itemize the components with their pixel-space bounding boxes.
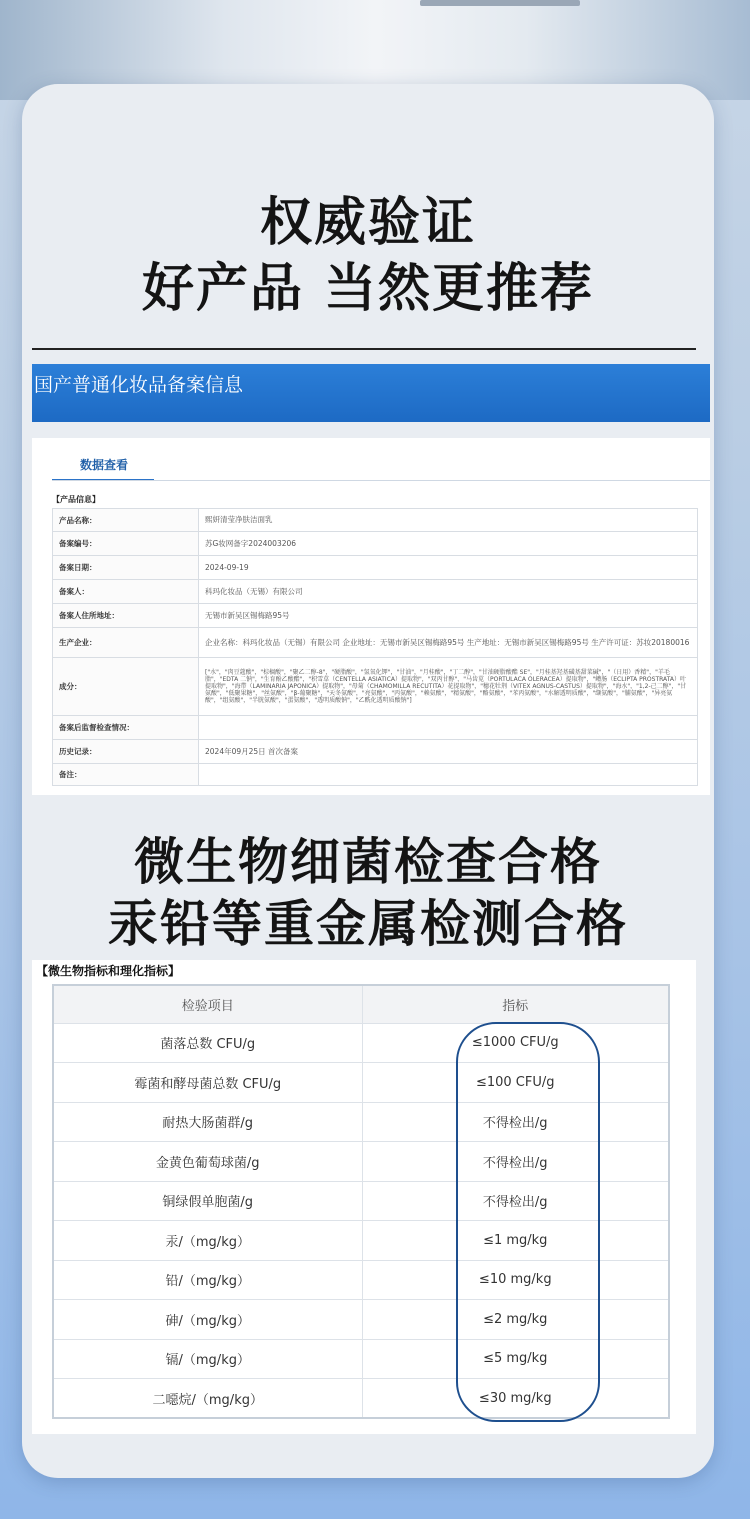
registration-banner: 国产普通化妆品备案信息 xyxy=(32,364,710,422)
row-label: 备注： xyxy=(53,764,199,786)
test-item: 汞/（mg/kg） xyxy=(53,1221,362,1261)
row-label: 备案人住所地址： xyxy=(53,604,199,628)
row-value: 2024-09-19 xyxy=(199,556,698,580)
table-row xyxy=(53,740,698,764)
table-row xyxy=(53,1063,669,1103)
row-value: 无锡市新吴区锡梅路95号 xyxy=(199,604,698,628)
headline-microbe: 微生物细菌检查合格 xyxy=(134,833,602,891)
row-value: ["水"，"肉豆蔻酸"，"棕榈酸"，"聚乙二醇-8"，"硬脂酸"，"氢氧化钾"，"甘油"，"月桂酸"，"丁二醇"，"甘油硬脂酸酯 SE"，"月桂基羟基磺基甜菜碱"，"（日用）香精"，"羊毛脂"，"EDTA 二钠"，"生育酚乙酸酯"，"积雪草（CENTELLA ASIATICA）提取物"，"双丙甘醇"，"马齿苋（PORTULACA OLERACEA）提取物"，"鳢肠（ECLIPTA PROSTRATA）叶提取物"，"海带（LAMINARIA JAPONICA）提取物"，"母菊（CHAMOMILLA RECUTITA）花提取物"，"穗花牡荆（VITEX AGNUS-CASTUS）提取物"，"海水"，"1,2-己二醇"，"甘氨酸"，"低聚果糖"，"丝氨酸"，"β-葡聚糖"，"天冬氨酸"，"亮氨酸"，"丙氨酸"，"赖氨酸"，"精氨酸"，"酪氨酸"，"苯丙氨酸"，"水解透明质酸"，"缬氨酸"，"脯氨酸"，"异亮氨酸"，"组氨酸"，"半胱氨酸"，"蛋氨酸"，"透明质酸钠"，"乙酰化透明质酸钠"] xyxy=(199,658,698,716)
table-row xyxy=(53,1023,669,1063)
background-decoration xyxy=(420,0,580,6)
table-row xyxy=(53,1260,669,1300)
content-card xyxy=(22,84,714,1478)
row-label: 产品名称： xyxy=(53,509,199,532)
column-header-limit: 指标 xyxy=(362,985,669,1023)
table-row xyxy=(53,509,698,532)
table-row xyxy=(53,1221,669,1261)
divider xyxy=(32,348,696,350)
row-label: 成分： xyxy=(53,658,199,716)
test-item: 菌落总数 CFU/g xyxy=(53,1023,362,1063)
table-row xyxy=(53,1379,669,1419)
test-limit: ≤10 mg/kg xyxy=(362,1260,669,1300)
test-results-title: 【微生物指标和理化指标】 xyxy=(36,964,181,978)
test-item: 镉/（mg/kg） xyxy=(53,1339,362,1379)
table-row xyxy=(53,1339,669,1379)
test-limit: 不得检出/g xyxy=(362,1102,669,1142)
table-row xyxy=(53,1142,669,1182)
tab-data-view[interactable]: 数据查看 xyxy=(80,458,129,472)
headline-primary: 权威验证 xyxy=(259,193,476,253)
row-label: 备案编号： xyxy=(53,532,199,556)
test-limit: 不得检出/g xyxy=(362,1142,669,1182)
table-row xyxy=(53,1102,669,1142)
test-item: 霉菌和酵母菌总数 CFU/g xyxy=(53,1063,362,1103)
table-row xyxy=(53,658,698,716)
test-limit: ≤30 mg/kg xyxy=(362,1379,669,1419)
test-item: 二噁烷/（mg/kg） xyxy=(53,1379,362,1419)
headline-heavy-metal: 汞铅等重金属检测合格 xyxy=(108,895,628,953)
test-item: 砷/（mg/kg） xyxy=(53,1300,362,1340)
test-results-table xyxy=(52,984,670,1419)
table-row xyxy=(53,556,698,580)
table-row xyxy=(53,604,698,628)
row-value xyxy=(199,764,698,786)
test-limit: ≤1 mg/kg xyxy=(362,1221,669,1261)
row-value: 科玛化妆品（无锡）有限公司 xyxy=(199,580,698,604)
product-info-table xyxy=(52,508,698,786)
column-header-item: 检验项目 xyxy=(53,985,362,1023)
table-row xyxy=(53,716,698,740)
row-value xyxy=(199,716,698,740)
test-limit: 不得检出/g xyxy=(362,1181,669,1221)
table-row xyxy=(53,628,698,658)
test-item: 耐热大肠菌群/g xyxy=(53,1102,362,1142)
row-value: 2024年09月25日 首次备案 xyxy=(199,740,698,764)
table-row xyxy=(53,1181,669,1221)
test-item: 金黄色葡萄球菌/g xyxy=(53,1142,362,1182)
row-label: 生产企业： xyxy=(53,628,199,658)
table-header-row xyxy=(53,985,669,1023)
table-row xyxy=(53,532,698,556)
row-label: 历史记录： xyxy=(53,740,199,764)
row-value: 熙妍清莹净肤洁面乳 xyxy=(199,509,698,532)
row-value: 苏G妆网备字2024003206 xyxy=(199,532,698,556)
product-info-title: 【产品信息】 xyxy=(52,495,100,504)
table-row xyxy=(53,580,698,604)
headline-secondary: 好产品 当然更推荐 xyxy=(141,259,595,319)
row-value: 企业名称：科玛化妆品（无锡）有限公司 企业地址：无锡市新吴区锡梅路95号 生产地址：无锡市新吴区锡梅路95号 生产许可证：苏妆20180016 xyxy=(199,628,698,658)
test-item: 铜绿假单胞菌/g xyxy=(53,1181,362,1221)
table-row xyxy=(53,764,698,786)
test-limit: ≤100 CFU/g xyxy=(362,1063,669,1103)
test-results-panel xyxy=(32,960,696,1434)
table-row xyxy=(53,1300,669,1340)
test-limit: ≤2 mg/kg xyxy=(362,1300,669,1340)
row-label: 备案后监督检查情况： xyxy=(53,716,199,740)
test-limit: ≤5 mg/kg xyxy=(362,1339,669,1379)
tab-divider xyxy=(52,480,710,481)
test-limit: ≤1000 CFU/g xyxy=(362,1023,669,1063)
registration-panel xyxy=(32,438,710,795)
row-label: 备案人： xyxy=(53,580,199,604)
test-item: 铅/（mg/kg） xyxy=(53,1260,362,1300)
row-label: 备案日期： xyxy=(53,556,199,580)
